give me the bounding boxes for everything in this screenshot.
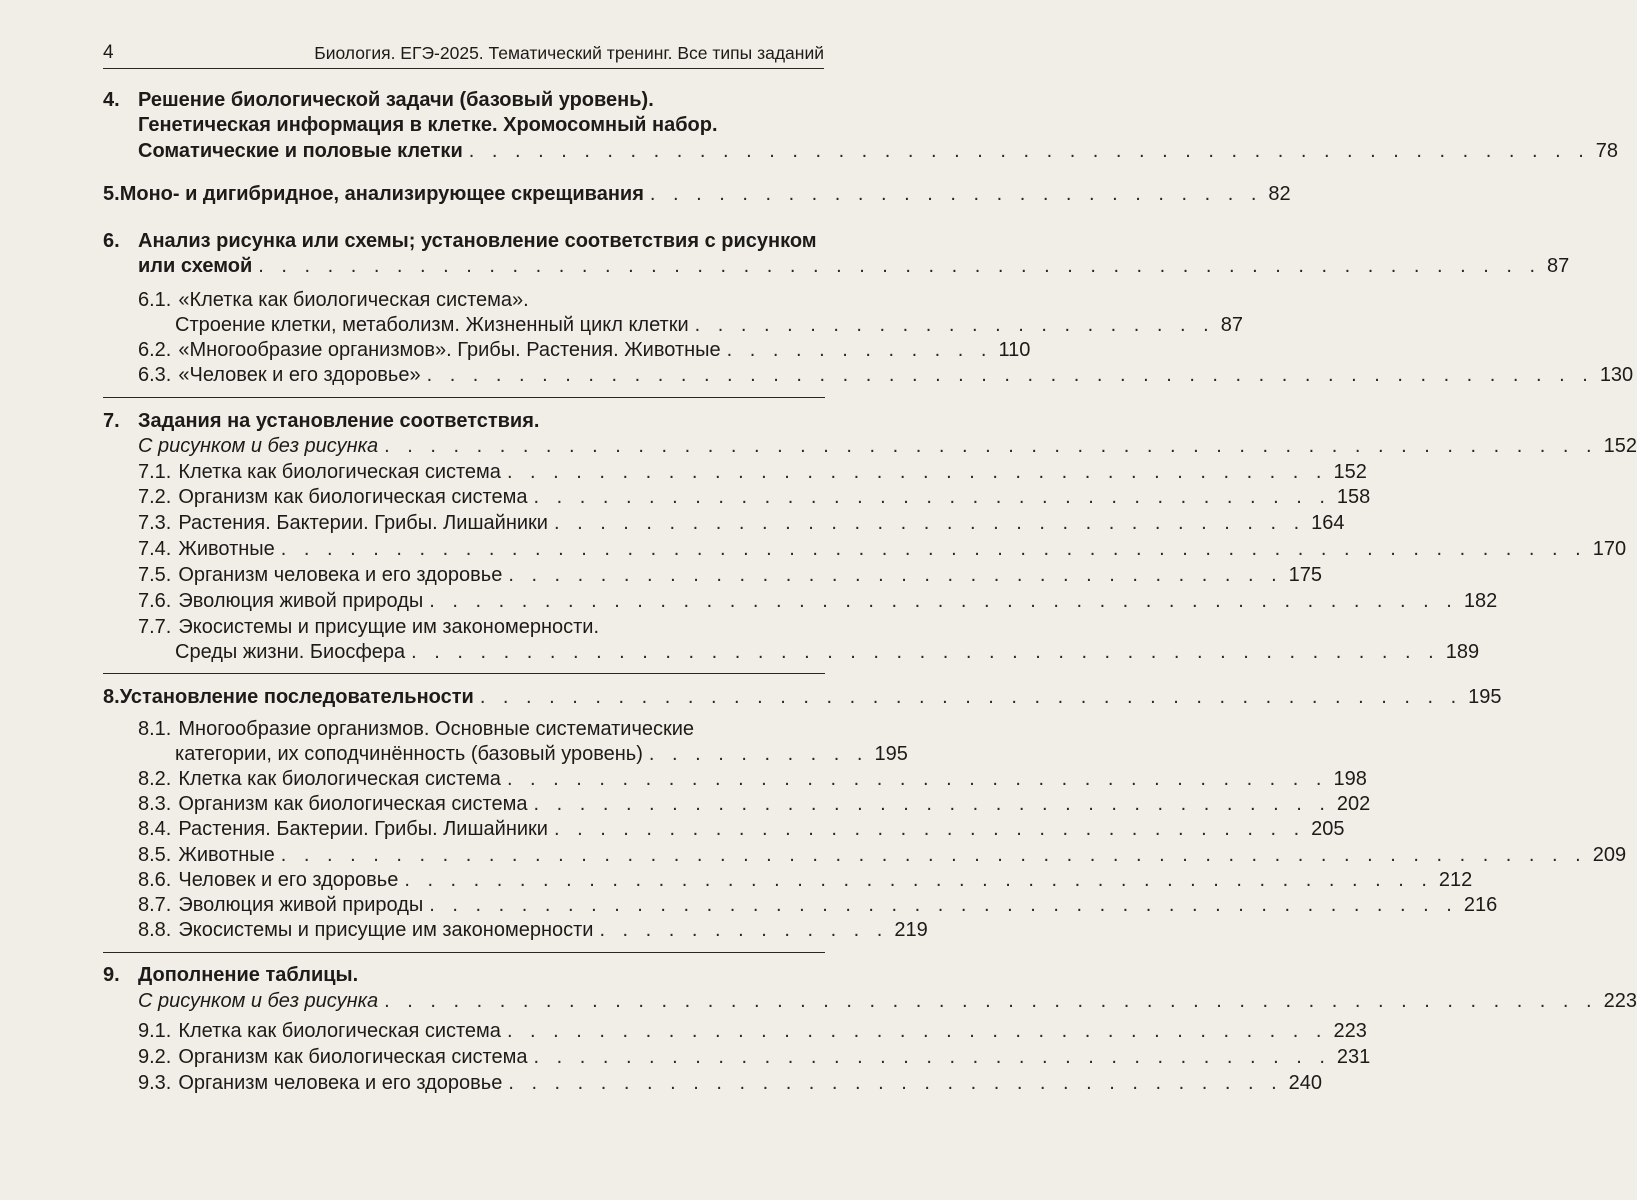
page-ref: 110 [998, 339, 1031, 361]
page-ref: 223 [1333, 1020, 1367, 1042]
toc-section-6-cont[interactable] [103, 252, 1570, 280]
dot-leader: . . . . . . . . . . . . . . . . . . . . . . . . . . . . . . . . . . [508, 1072, 1283, 1094]
item-title: «Многообразие организмов». Грибы. Растения. Животные [178, 339, 721, 361]
dot-leader: . . . . . . . . . . . . . . . . . . . . . . . . . . . . . . . . . . . . [506, 768, 1328, 790]
dot-leader: . . . . . . . . . . . . . . . . . . . . . . . . . . . . . . . . . . . . . . . . . . . . . . . . . . . . . . . . [258, 255, 1542, 277]
item-number: 6.3. [138, 364, 172, 386]
dot-leader: . . . . . . . . . . . . . . . . . . . . . . . . . . . . . . . . . . . [533, 1046, 1331, 1068]
item-title: Растения. Бактерии. Грибы. Лишайники [178, 512, 548, 534]
item-title: Животные [178, 538, 275, 560]
dot-leader: . . . . . . . . . . . . . . . . . . . . . . . . . . . . . . . . . . . . . . . . . . . . . . . . . . . . . . . . . [280, 538, 1587, 560]
item-title: Организм человека и его здоровье [178, 564, 503, 586]
dot-leader: . . . . . . . . . . . . . . . . . . . . . . . [694, 314, 1215, 336]
item-number: 8.5. [138, 844, 172, 866]
section-divider [103, 397, 825, 398]
toc-section-6[interactable] [103, 227, 825, 255]
toc-item-8-2[interactable] [103, 765, 1367, 793]
item-number: 7.7. [138, 616, 172, 638]
item-title: «Клетка как биологическая система». [178, 289, 529, 311]
toc-item-6-3[interactable] [103, 361, 1634, 389]
section-number: 5. [103, 183, 120, 205]
item-title: Организм как биологическая система [178, 1046, 528, 1068]
item-number: 8.4. [138, 818, 172, 840]
section-divider [103, 952, 825, 953]
dot-leader: . . . . . . . . . . . . . . . . . . . . . . . . . . . . . . . . . . . . [506, 461, 1328, 483]
section-title: Генетическая информация в клетке. Хромосомный набор. [138, 114, 718, 136]
section-title: Моно- и дигибридное, анализирующее скрещивания [119, 183, 644, 205]
section-title: Задания на установление соответствия. [138, 410, 540, 432]
item-title: Клетка как биологическая система [178, 461, 501, 483]
toc-section-9-cont[interactable] [103, 987, 1637, 1015]
item-number: 9.1. [138, 1020, 172, 1042]
dot-leader: . . . . . . . . . . . . . . . . . . . . . . . . . . . . . . . . . . . [533, 486, 1331, 508]
dot-leader: . . . . . . . . . . . . . . . . . . . . . . . . . . . . . . . . . . [508, 564, 1283, 586]
item-title: Клетка как биологическая система [178, 1020, 501, 1042]
page-header [103, 40, 824, 69]
page-ref: 240 [1288, 1072, 1322, 1094]
item-number: 8.6. [138, 869, 172, 891]
section-title: Дополнение таблицы. [138, 964, 359, 986]
dot-leader: . . . . . . . . . . . . . . . . . . . . . . . . . . . . . . . . . . . . . . . . . . . . . . . . . . . . . . . . . [280, 844, 1587, 866]
dot-leader: . . . . . . . . . . . . . . . . . . . . . . . . . . . . . . . . . . . . [506, 1020, 1328, 1042]
toc-section-7[interactable] [103, 407, 825, 435]
section-title: Соматические и половые клетки [138, 140, 463, 162]
page-ref: 209 [1592, 844, 1627, 866]
item-number: 8.2. [138, 768, 172, 790]
dot-leader: . . . . . . . . . . . . . . . . . . . . . . . . . . . . . . . . . . . . . . . . . . . . . [404, 869, 1433, 891]
toc-section-9[interactable] [103, 961, 825, 989]
toc-section-4-cont[interactable] [103, 137, 1618, 165]
page-ref: 195 [1468, 686, 1502, 708]
toc-item-7-7-cont[interactable] [103, 638, 1480, 666]
dot-leader: . . . . . . . . . . . . . . . . . . . . . . . . . . . . . . . . . [553, 512, 1306, 534]
page-ref: 212 [1438, 869, 1473, 891]
page-number: 4 [103, 42, 114, 63]
toc-item-7-3[interactable] [103, 509, 1345, 537]
section-subtitle: С рисунком и без рисунка [138, 435, 379, 457]
toc-item-8-8[interactable] [103, 916, 928, 944]
page-ref: 223 [1603, 990, 1637, 1012]
item-number: 8.8. [138, 919, 172, 941]
page-ref: 195 [874, 743, 908, 765]
page-ref: 189 [1445, 641, 1480, 663]
item-title: Экосистемы и присущие им закономерности. [178, 616, 599, 638]
item-title: Эволюция живой природы [178, 590, 424, 612]
item-number: 9.3. [138, 1072, 172, 1094]
section-number: 7. [103, 410, 120, 432]
toc-item-7-1[interactable] [103, 458, 1367, 486]
dot-leader: . . . . . . . . . . . . [726, 339, 993, 361]
item-number: 6.1. [138, 289, 172, 311]
page-ref: 130 [1599, 364, 1634, 386]
item-number: 7.3. [138, 512, 172, 534]
toc-section-8[interactable] [103, 683, 1502, 711]
toc-section-4-cont[interactable] [103, 111, 825, 139]
toc-item-7-5[interactable] [103, 561, 1322, 589]
dot-leader: . . . . . . . . . . . . . . . . . . . . . . . . . . . . . . . . . . . . . . . . . . . . . [429, 894, 1458, 916]
toc-item-8-1-cont[interactable] [103, 740, 908, 768]
toc-item-9-3[interactable] [103, 1069, 1322, 1097]
dot-leader: . . . . . . . . . . . . . . . . . . . . . . . . . . . [649, 183, 1263, 205]
dot-leader: . . . . . . . . . . . . . . . . . . . . . . . . . . . . . . . . . . . . . . . . . . . . . . . . . . . . . [384, 435, 1598, 457]
section-title: Решение биологической задачи (базовый уровень). [138, 89, 654, 111]
dot-leader: . . . . . . . . . . [648, 743, 869, 765]
page-ref: 164 [1311, 512, 1345, 534]
page-ref: 78 [1595, 140, 1618, 162]
toc-item-8-6[interactable] [103, 866, 1473, 894]
toc-item-7-6[interactable] [103, 587, 1498, 615]
page-ref: 170 [1592, 538, 1627, 560]
toc-item-8-1[interactable] [103, 715, 825, 743]
item-title: Растения. Бактерии. Грибы. Лишайники [178, 818, 548, 840]
item-number: 6.2. [138, 339, 172, 361]
item-number: 7.5. [138, 564, 172, 586]
section-number: 9. [103, 964, 120, 986]
item-title: категории, их соподчинённость (базовый уровень) [175, 743, 643, 765]
section-number: 6. [103, 230, 120, 252]
toc-item-8-4[interactable] [103, 815, 1345, 843]
item-number: 7.2. [138, 486, 172, 508]
item-number: 8.3. [138, 793, 172, 815]
section-title: Анализ рисунка или схемы; установление соответствия с рисунком [138, 230, 817, 252]
page-ref: 202 [1336, 793, 1371, 815]
dot-leader: . . . . . . . . . . . . . . . . . . . . . . . . . . . . . . . . . [553, 818, 1306, 840]
toc-item-8-5[interactable] [103, 841, 1627, 869]
running-title: Биология. ЕГЭ-2025. Тематический тренинг. Все типы заданий [314, 43, 824, 63]
section-number: 4. [103, 89, 120, 111]
item-number: 8.1. [138, 718, 172, 740]
item-title: Человек и его здоровье [178, 869, 399, 891]
item-title: Среды жизни. Биосфера [175, 641, 406, 663]
toc-item-8-7[interactable] [103, 891, 1498, 919]
toc-item-6-2[interactable] [103, 336, 1031, 364]
item-number: 7.6. [138, 590, 172, 612]
item-number: 8.7. [138, 894, 172, 916]
section-number: 8. [103, 686, 120, 708]
page-ref: 175 [1288, 564, 1322, 586]
dot-leader: . . . . . . . . . . . . . . . . . . . . . . . . . . . . . . . . . . . . . . . . . . . . . [429, 590, 1458, 612]
toc-section-5[interactable] [103, 180, 1291, 208]
toc-section-7-cont[interactable] [103, 432, 1637, 460]
page-ref: 158 [1336, 486, 1371, 508]
toc-item-7-7[interactable] [103, 613, 825, 641]
item-title: Организм человека и его здоровье [178, 1072, 503, 1094]
toc-item-6-1-cont[interactable] [103, 311, 1243, 339]
toc-item-7-4[interactable] [103, 535, 1627, 563]
page-ref: 82 [1268, 183, 1291, 205]
item-title: Организм как биологическая система [178, 793, 528, 815]
item-number: 9.2. [138, 1046, 172, 1068]
item-title: Организм как биологическая система [178, 486, 528, 508]
item-title: Клетка как биологическая система [178, 768, 501, 790]
page-ref: 182 [1463, 590, 1498, 612]
toc-section-4[interactable] [103, 86, 825, 114]
dot-leader: . . . . . . . . . . . . . . . . . . . . . . . . . . . . . . . . . . . . . . . . . . . . . . . . . . . . . [384, 990, 1598, 1012]
item-title: Экосистемы и присущие им закономерности [178, 919, 594, 941]
dot-leader: . . . . . . . . . . . . . . . . . . . . . . . . . . . . . . . . . . . [533, 793, 1331, 815]
page-ref: 216 [1463, 894, 1498, 916]
toc-item-6-1[interactable] [103, 286, 825, 314]
page-ref: 87 [1220, 314, 1243, 336]
item-title: Многообразие организмов. Основные систематические [178, 718, 695, 740]
page-ref: 219 [894, 919, 928, 941]
page-ref: 198 [1333, 768, 1367, 790]
item-title: Животные [178, 844, 275, 866]
dot-leader: . . . . . . . . . . . . . . . . . . . . . . . . . . . . . . . . . . . . . . . . . . . . . . . . . [468, 140, 1590, 162]
page-ref: 87 [1547, 255, 1570, 277]
section-title: Установление последовательности [119, 686, 474, 708]
item-number: 7.1. [138, 461, 172, 483]
dot-leader: . . . . . . . . . . . . . [599, 919, 889, 941]
toc-item-7-2[interactable] [103, 483, 1371, 511]
page-ref: 231 [1336, 1046, 1371, 1068]
section-divider [103, 673, 825, 674]
item-title: Эволюция живой природы [178, 894, 424, 916]
dot-leader: . . . . . . . . . . . . . . . . . . . . . . . . . . . . . . . . . . . . . . . . . . . . . . . . . . . [426, 364, 1594, 386]
item-title: «Человек и его здоровье» [178, 364, 421, 386]
section-subtitle: С рисунком и без рисунка [138, 990, 379, 1012]
toc-item-8-3[interactable] [103, 790, 1371, 818]
section-title: или схемой [138, 255, 253, 277]
page-ref: 205 [1311, 818, 1345, 840]
dot-leader: . . . . . . . . . . . . . . . . . . . . . . . . . . . . . . . . . . . . . . . . . . . . . [411, 641, 1440, 663]
item-title: Строение клетки, метаболизм. Жизненный цикл клетки [175, 314, 689, 336]
toc-item-9-2[interactable] [103, 1043, 1371, 1071]
item-number: 7.4. [138, 538, 172, 560]
dot-leader: . . . . . . . . . . . . . . . . . . . . . . . . . . . . . . . . . . . . . . . . . . . [479, 686, 1463, 708]
page-ref: 152 [1333, 461, 1367, 483]
toc-item-9-1[interactable] [103, 1017, 1367, 1045]
page-ref: 152 [1603, 435, 1637, 457]
